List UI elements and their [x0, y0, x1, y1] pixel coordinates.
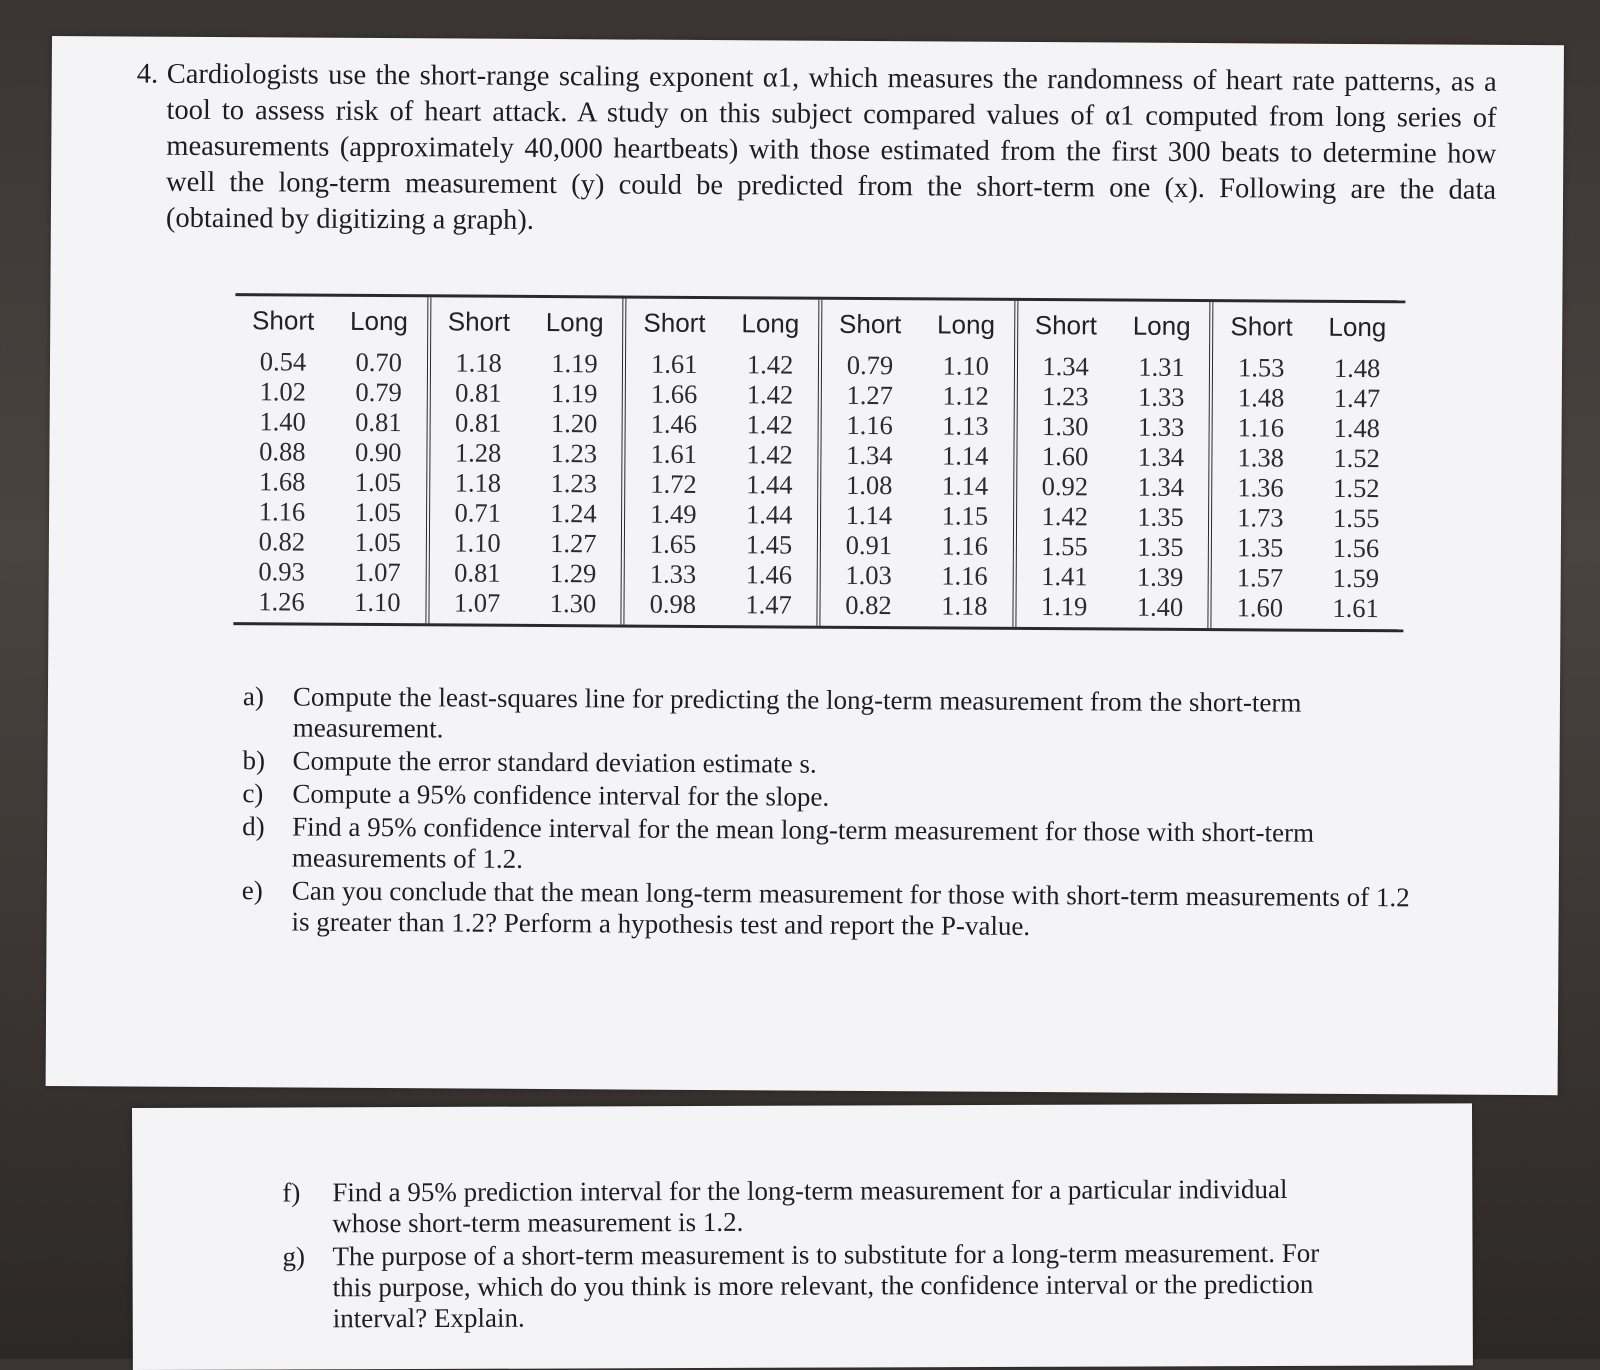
- table-cell: 1.42: [746, 379, 794, 410]
- table-cell: 1.13: [942, 410, 989, 441]
- table-cell: 0.70: [355, 346, 403, 378]
- table-cell: 1.12: [942, 380, 989, 411]
- data-table: [233, 293, 1405, 632]
- table-cell: 1.24: [550, 498, 597, 529]
- question-label: c): [242, 778, 264, 809]
- table-column-group: [1208, 302, 1406, 629]
- table-cell: 1.61: [1332, 592, 1379, 624]
- table-cell: 0.82: [845, 589, 892, 621]
- table-column-group: [816, 300, 1014, 627]
- table-cell: 1.61: [650, 348, 698, 379]
- table-cell: 1.40: [259, 406, 306, 437]
- table-cell: 1.33: [1137, 411, 1185, 442]
- question-label: d): [242, 811, 265, 842]
- question-text: Can you conclude that the mean long-term measurement for those with short-term measurements of 1.2 is greater than 1.2? Perform a hypothesis test and report the P-value.: [291, 875, 1410, 941]
- question-item: [241, 875, 1421, 944]
- table-cell: 1.60: [1236, 592, 1284, 623]
- table-cell: 1.19: [551, 348, 598, 379]
- table-cell: 1.10: [454, 527, 501, 558]
- table-cell: 0.90: [354, 436, 402, 468]
- short-header: Short: [643, 307, 706, 338]
- table-cell: 1.47: [745, 589, 792, 620]
- question-label: f): [282, 1177, 301, 1208]
- problem-statement: [136, 57, 1497, 245]
- table-cell: 1.15: [941, 500, 989, 531]
- table-cell: 1.61: [650, 438, 698, 469]
- table-cell: 1.18: [455, 347, 502, 378]
- short-column: [1212, 302, 1310, 629]
- table-cell: 1.44: [745, 499, 793, 530]
- table-column-group: [1012, 301, 1210, 628]
- short-header: Short: [1230, 311, 1293, 342]
- short-column: [233, 296, 331, 623]
- table-cell: 1.34: [846, 439, 893, 471]
- questions-part-1: [241, 681, 1423, 946]
- table-cell: 1.18: [454, 467, 502, 498]
- question-item: [242, 811, 1422, 880]
- table-cell: 1.73: [1237, 502, 1284, 533]
- table-cell: 1.68: [258, 466, 306, 497]
- table-cell: 0.82: [258, 526, 306, 557]
- short-column: [429, 297, 527, 624]
- questions-part-2: [282, 1174, 1363, 1337]
- problem-number: 4.: [136, 58, 159, 90]
- table-cell: 1.36: [1237, 472, 1284, 503]
- long-header: Long: [741, 308, 800, 339]
- table-cell: 0.88: [259, 436, 306, 467]
- table-cell: 1.55: [1332, 502, 1380, 534]
- table-cell: 1.56: [1332, 532, 1380, 564]
- table-cell: 0.81: [454, 557, 501, 588]
- table-cell: 1.14: [845, 499, 893, 531]
- question-item: [242, 745, 1422, 783]
- page-sheet-bottom: [132, 1103, 1473, 1370]
- table-cell: 1.16: [941, 560, 988, 591]
- long-header: Long: [1132, 310, 1191, 341]
- table-cell: 1.26: [258, 586, 305, 617]
- short-header: Short: [447, 306, 511, 337]
- table-cell: 1.57: [1236, 562, 1284, 593]
- long-header: Long: [1328, 311, 1387, 343]
- table-cell: 1.34: [1137, 441, 1185, 472]
- table-column-group: [621, 298, 819, 625]
- table-column-group: [233, 296, 427, 623]
- table-cell: 1.14: [941, 440, 989, 471]
- table-cell: 1.48: [1333, 412, 1381, 444]
- table-cell: 1.48: [1333, 352, 1381, 384]
- question-label: b): [242, 745, 266, 776]
- table-cell: 1.19: [1040, 591, 1088, 622]
- table-cell: 0.98: [649, 588, 697, 619]
- question-text: Find a 95% prediction interval for the long-term measurement for a particular individual whose short-term measurement is 1.2.: [332, 1173, 1288, 1239]
- table-cell: 1.41: [1041, 561, 1088, 592]
- question-item: [282, 1174, 1362, 1240]
- long-column: [329, 297, 427, 624]
- table-cell: 1.35: [1137, 501, 1184, 532]
- table-cell: 1.40: [1136, 591, 1184, 622]
- table-cell: 1.35: [1137, 531, 1184, 562]
- table-cell: 1.72: [650, 468, 697, 499]
- table-cell: 1.46: [650, 408, 698, 439]
- short-column: [1016, 301, 1114, 628]
- table-cell: 1.52: [1333, 442, 1380, 474]
- table-column-group: [425, 297, 623, 624]
- table-cell: 1.10: [354, 586, 401, 618]
- table-cell: 1.31: [1138, 351, 1185, 382]
- table-cell: 1.48: [1237, 382, 1285, 413]
- table-cell: 1.66: [650, 378, 698, 409]
- table-cell: 1.05: [354, 466, 402, 498]
- short-header: Short: [839, 308, 902, 340]
- table-cell: 1.33: [649, 558, 697, 589]
- page-sheet-top: [46, 36, 1564, 1095]
- table-cell: 1.42: [746, 349, 794, 380]
- long-column: [1308, 303, 1406, 630]
- table-cell: 1.18: [941, 590, 988, 621]
- table-cell: 1.42: [746, 409, 794, 440]
- table-cell: 1.14: [941, 470, 989, 501]
- table-cell: 1.49: [650, 498, 697, 529]
- table-cell: 1.08: [845, 469, 893, 501]
- table-cell: 1.39: [1136, 561, 1184, 592]
- table-cell: 1.29: [549, 558, 597, 589]
- table-cell: 1.52: [1333, 472, 1380, 504]
- table-cell: 1.16: [1237, 412, 1285, 443]
- question-text: Compute the error standard deviation estimate s.: [292, 745, 817, 779]
- table-cell: 1.33: [1137, 381, 1185, 412]
- table-cell: 0.79: [355, 376, 402, 408]
- short-column: [820, 300, 918, 627]
- table-cell: 1.55: [1041, 531, 1088, 562]
- question-text: Find a 95% confidence interval for the mean long-term measurement for those with short-term measurements of 1.2.: [291, 811, 1315, 874]
- table-cell: 1.47: [1333, 382, 1381, 414]
- table-cell: 1.20: [550, 408, 598, 439]
- table-cell: 1.35: [1236, 532, 1284, 563]
- long-header: Long: [937, 309, 996, 340]
- table-cell: 0.54: [259, 346, 307, 377]
- table-cell: 1.44: [746, 469, 793, 500]
- table-cell: 1.23: [550, 468, 597, 499]
- table-cell: 1.16: [846, 409, 893, 441]
- long-header: Long: [545, 307, 604, 338]
- table-cell: 1.30: [1041, 411, 1089, 442]
- table-cell: 1.60: [1041, 441, 1089, 472]
- table-cell: 1.42: [1041, 501, 1088, 532]
- table-cell: 1.27: [550, 528, 597, 559]
- table-cell: 1.53: [1238, 352, 1285, 383]
- table-cell: 1.07: [453, 587, 501, 618]
- table-cell: 1.10: [942, 350, 990, 381]
- short-column: [625, 299, 723, 626]
- table-cell: 1.02: [259, 376, 307, 407]
- long-column: [721, 299, 819, 626]
- table-cell: 1.59: [1332, 562, 1380, 594]
- question-label: a): [242, 681, 265, 712]
- table-cell: 1.42: [746, 439, 793, 470]
- question-text: Compute a 95% confidence interval for the slope.: [292, 778, 830, 812]
- table-cell: 1.23: [1042, 381, 1089, 412]
- table-cell: 1.28: [454, 437, 502, 468]
- table-cell: 0.81: [455, 377, 502, 408]
- table-cell: 1.05: [354, 496, 402, 528]
- table-cell: 1.34: [1042, 351, 1089, 382]
- table-cell: 1.38: [1237, 442, 1285, 473]
- table-cell: 1.03: [845, 559, 892, 591]
- table-cell: 0.93: [258, 556, 305, 587]
- short-header: Short: [252, 305, 315, 336]
- short-header: Short: [1034, 310, 1098, 341]
- question-item: [282, 1238, 1362, 1335]
- table-cell: 1.46: [745, 559, 793, 590]
- problem-text: Cardiologists use the short-range scaling exponent α1, which measures the randomness of heart rate patterns, as a tool to assess risk of heart attack. A study on this subject compared values of α1 computed from long series of measurements (approximately 40,000 heartbeats) with those estimated from the first 300 beats to determine how well the long-term measurement (y) could be predicted from the short-term one (x). Following are the data (obtained by digitizing a graph).: [165, 58, 1497, 236]
- long-column: [525, 298, 623, 625]
- question-label: g): [282, 1241, 306, 1272]
- table-cell: 1.65: [649, 528, 697, 559]
- question-label: e): [241, 875, 263, 906]
- table-cell: 1.19: [550, 378, 598, 409]
- question-text: The purpose of a short-term measurement is to substitute for a long-term measurement. For this purpose, which do you think is more relevant, the confidence interval or the prediction interval? Explain.: [332, 1237, 1320, 1334]
- table-cell: 1.30: [549, 588, 597, 619]
- long-header: Long: [350, 305, 409, 337]
- table-cell: 1.45: [745, 529, 793, 560]
- table-cell: 0.92: [1041, 471, 1089, 502]
- table-cell: 1.34: [1137, 471, 1184, 502]
- long-column: [1112, 301, 1210, 628]
- long-column: [916, 300, 1014, 627]
- table-cell: 0.71: [454, 497, 501, 528]
- table-cell: 0.79: [846, 349, 894, 381]
- question-text: Compute the least-squares line for predicting the long-term measurement from the short-term measurement.: [292, 681, 1302, 744]
- question-item: [243, 681, 1423, 750]
- table-cell: 0.91: [845, 529, 893, 561]
- table-cell: 1.23: [550, 438, 598, 469]
- question-item: [242, 778, 1422, 816]
- table-cell: 1.16: [258, 496, 306, 527]
- table-cell: 1.27: [846, 379, 894, 411]
- table-cell: 1.05: [354, 526, 401, 558]
- table-cell: 1.16: [941, 530, 988, 561]
- table-cell: 0.81: [454, 407, 502, 438]
- table-cell: 0.81: [355, 406, 402, 438]
- table-cell: 1.07: [354, 556, 401, 588]
